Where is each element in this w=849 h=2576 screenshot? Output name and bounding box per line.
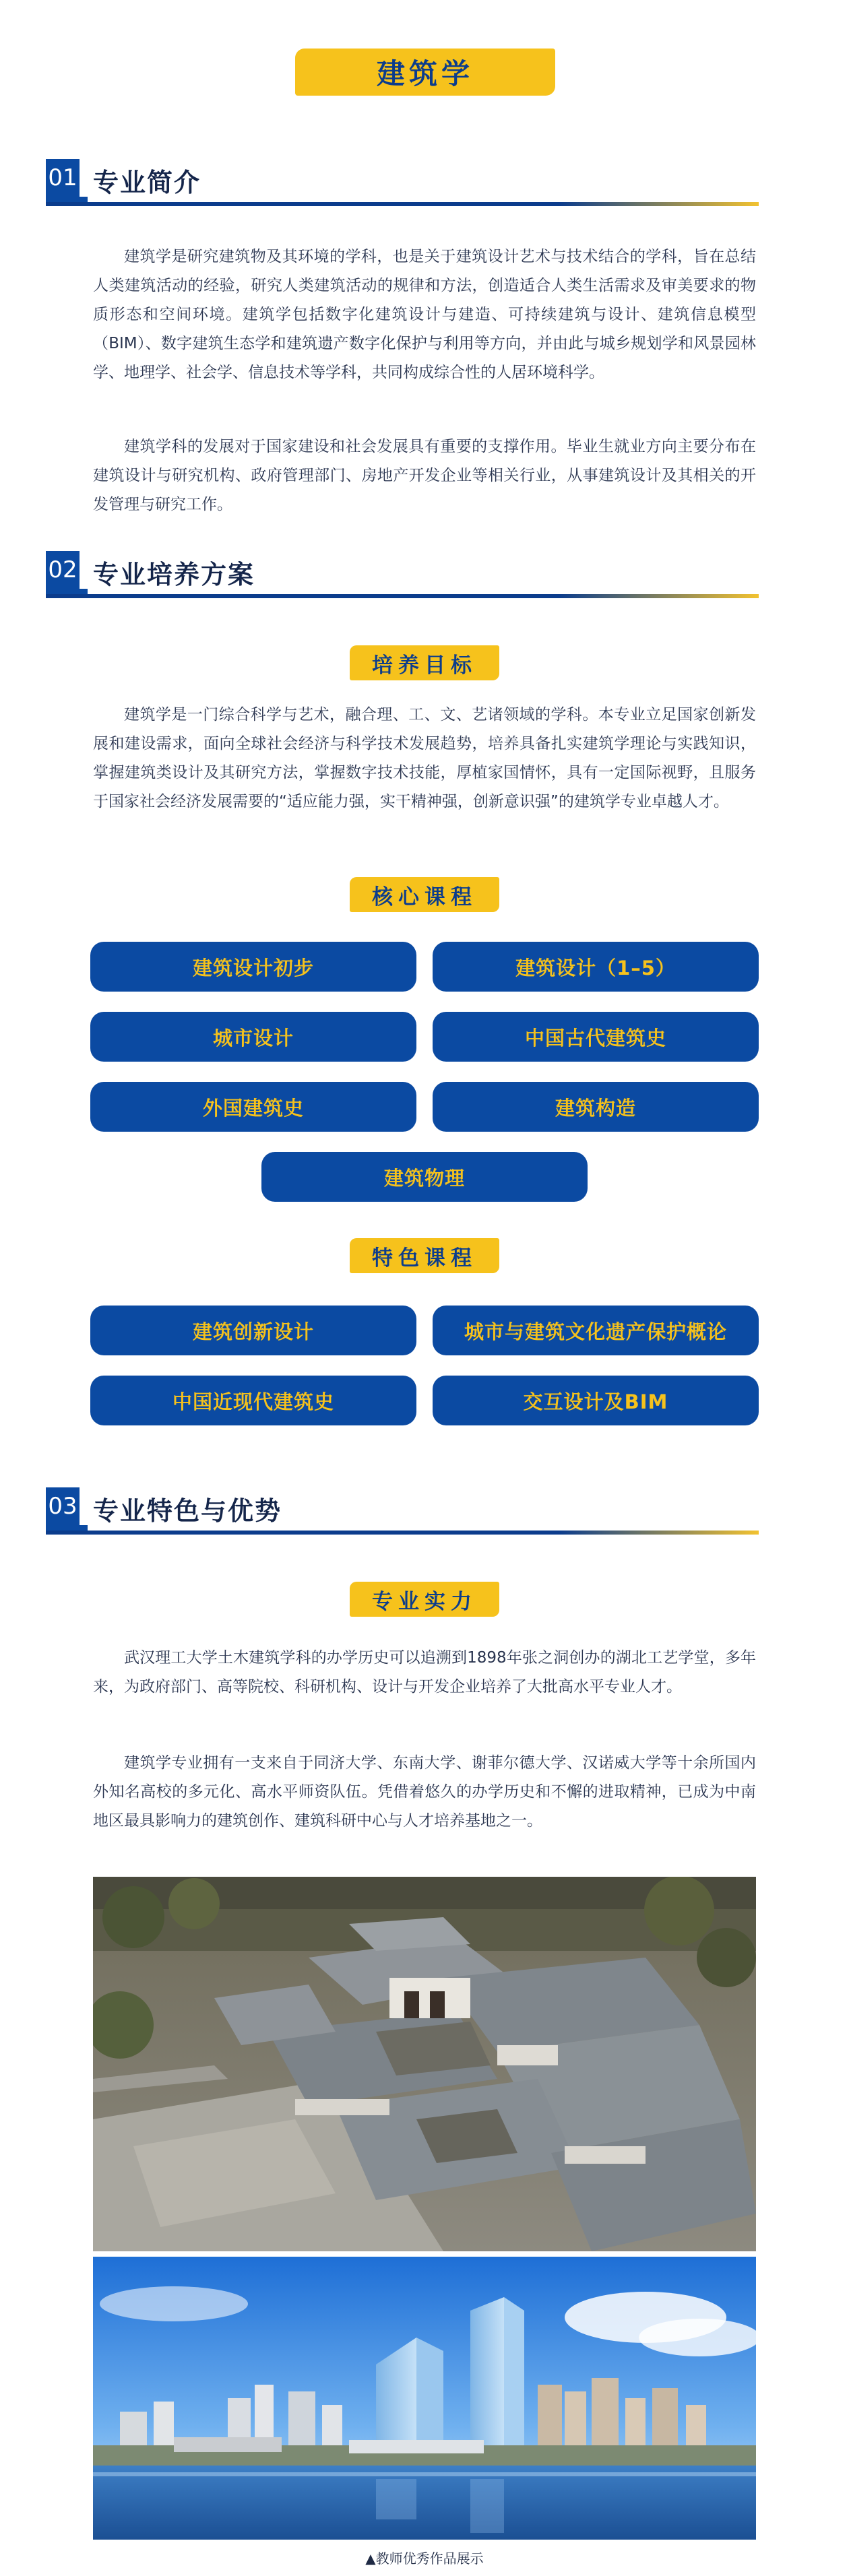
photo-caption: ▲教师优秀作品展示 [365,2550,484,2567]
section-number: 01 [46,159,80,197]
section-title: 专业简介 [93,168,201,197]
section-header-intro [46,159,759,206]
core-courses-badge [350,877,499,912]
core-course-button[interactable] [90,1082,416,1132]
strength-badge [350,1582,499,1617]
course-label: 交互设计及BIM [523,1390,668,1413]
course-label: 外国建筑史 [202,1096,304,1120]
feature-courses-badge [350,1238,499,1273]
core-course-button[interactable] [90,1012,416,1062]
feature-courses-label: 特色课程 [372,1246,477,1270]
core-course-button[interactable] [261,1152,588,1202]
strength-paragraph-1: 武汉理工大学土木建筑学科的办学历史可以追溯到1898年张之洞创办的湖北工艺学堂，多年来，为政府部门、高等院校、科研机构、设计与开发企业培养了大批高水平专业人才。 [93,1649,756,1696]
feature-course-button[interactable] [90,1376,416,1425]
course-label: 建筑物理 [383,1166,465,1190]
course-label: 建筑设计初步 [192,956,314,979]
section-divider [46,202,759,206]
core-courses-label: 核心课程 [372,884,477,909]
intro-paragraph-1: 建筑学是研究建筑物及其环境的学科，也是关于建筑设计艺术与技术结合的学科，旨在总结人类建筑活动的经验，研究人类建筑活动的规律和方法，创造适合人类生活需求及审美要求的物质形态和空间环境。建筑学包括数字化建筑设计与建造、可持续建筑与设计、建筑信息模型（BIM）、数字建筑生态学和建筑遗产数字化保护与利用等方向，并由此与城乡规划学和风景园林学、地理学、社会学、信息技术等学科，共同构成综合性的人居环境科学。 [93,248,756,381]
core-course-button[interactable] [90,942,416,992]
section-number: 03 [46,1487,80,1525]
course-label: 建筑创新设计 [192,1320,314,1343]
feature-course-button[interactable] [90,1306,416,1355]
course-label: 城市设计 [212,1026,294,1050]
feature-course-button[interactable] [433,1376,759,1425]
course-label: 城市与建筑文化遗产保护概论 [464,1320,727,1343]
goal-paragraph: 建筑学是一门综合科学与艺术，融合理、工、文、艺诸领域的学科。本专业立足国家创新发展和建设需求，面向全球社会经济与科学技术发展趋势，培养具备扎实建筑学理论与实践知识，掌握建筑类设计及其研究方法，掌握数字技术技能，厚植家国情怀，具有一定国际视野，且服务于国家社会经济发展需要的“适应能力强，实干精神强，创新意识强”的建筑学专业卓越人才。 [93,706,756,810]
page-title-badge [295,49,555,96]
intro-paragraph-2: 建筑学科的发展对于国家建设和社会发展具有重要的支撑作用。毕业生就业方向主要分布在建筑设计与研究机构、政府管理部门、房地产开发企业等相关行业，从事建筑设计及其相关的开发管理与研究工作。 [93,438,756,513]
aerial-courtyard-photo [93,1877,756,2251]
section-number: 02 [46,551,80,589]
course-label: 建筑设计（1–5） [515,956,676,979]
section-header-training [46,551,759,598]
core-course-button[interactable] [433,942,759,992]
strength-paragraph-2: 建筑学专业拥有一支来自于同济大学、东南大学、谢菲尔德大学、汉诺威大学等十余所国内外知名高校的多元化、高水平师资队伍。凭借着悠久的办学历史和不懈的进取精神，已成为中南地区最具影响力的建筑创作、建筑科研中心与人才培养基地之一。 [93,1754,756,1830]
section-title: 专业特色与优势 [93,1496,282,1526]
course-label: 建筑构造 [555,1096,636,1120]
course-label: 中国古代建筑史 [524,1026,666,1050]
goal-badge [350,645,499,680]
feature-course-button[interactable] [433,1306,759,1355]
section-divider [46,1531,759,1535]
goal-label: 培养目标 [372,653,477,678]
page-title: 建筑学 [376,57,474,90]
core-course-button[interactable] [433,1082,759,1132]
section-title: 专业培养方案 [93,560,255,589]
course-label: 中国近现代建筑史 [172,1390,334,1413]
strength-label: 专业实力 [372,1589,477,1614]
waterfront-skyline-photo [93,2257,756,2540]
section-divider [46,594,759,598]
section-header-advantages [46,1487,759,1535]
core-course-button[interactable] [433,1012,759,1062]
